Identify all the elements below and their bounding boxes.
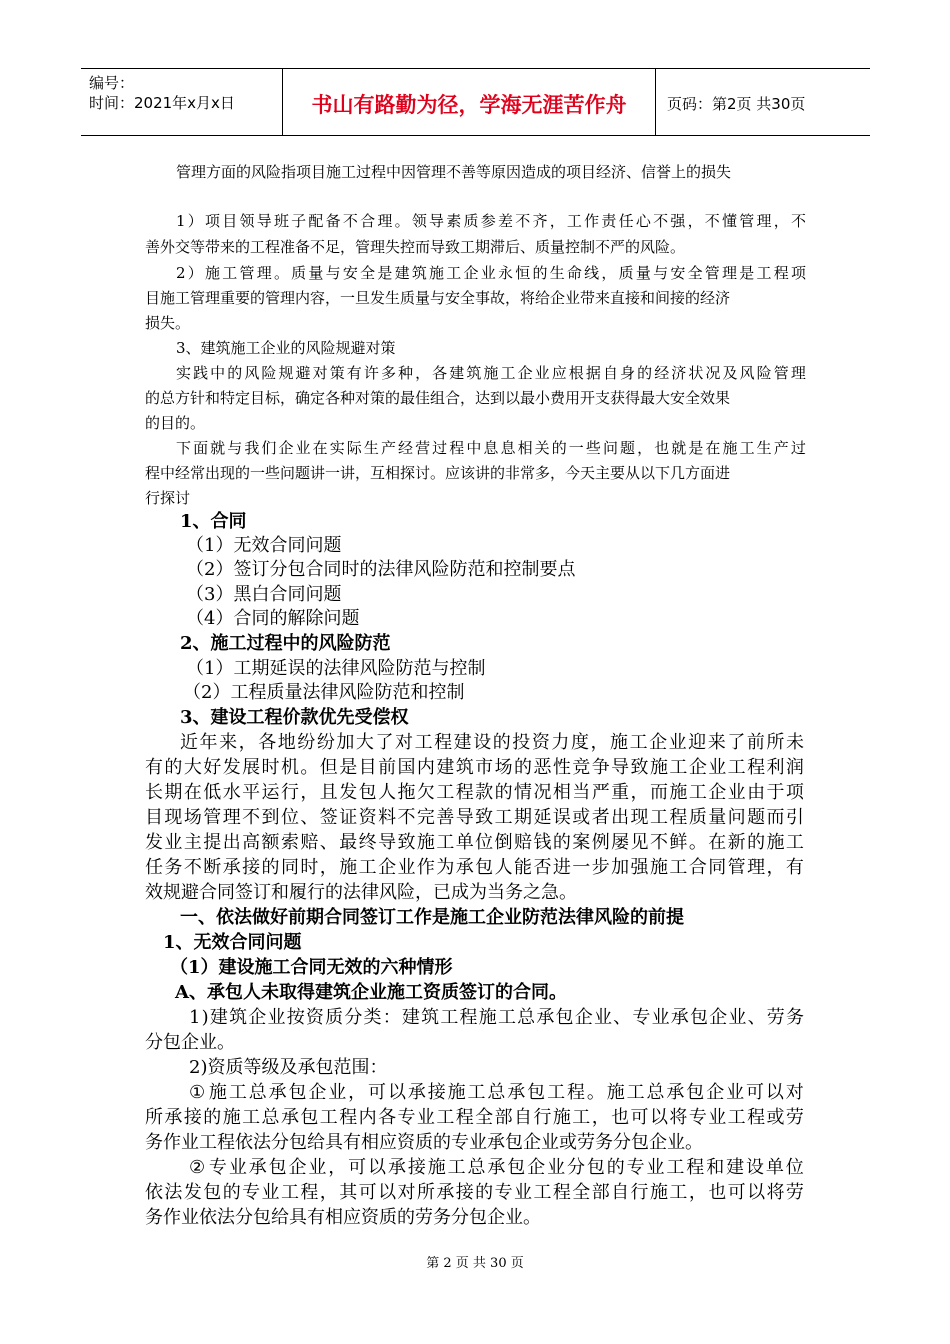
paragraph-line: 的总方针和特定目标，确定各种对策的最佳组合，达到以最小费用开支获得最大安全效果 [145, 389, 731, 407]
paragraph-line: 效规避合同签订和履行的法律风险，已成为当务之急。 [145, 882, 577, 903]
paragraph-line: 目 现 场 管 理 不 到 位 、 签 证 资 料 不 完 善 导 致 工 期 延 误 或 者 出 现 工 程 质 量 问 题 而 引 [145, 807, 804, 828]
paragraph-line: 所 承 接 的 施 工 总 承 包 工 程 内 各 专 业 工 程 全 部 自 行 施 工 ， 也 可 以 将 专 业 工 程 或 劳 [145, 1107, 804, 1128]
paragraph-line: 有 的 大 好 发 展 时 机 。 但 是 目 前 国 内 建 筑 市 场 的 恶 性 竞 争 导 致 施 工 企 业 工 程 利 润 [145, 757, 804, 778]
page-footer: 第 2 页 共 30 页 [426, 1256, 524, 1271]
list-heading: 3、建设工程价款优先受偿权 [180, 707, 409, 728]
paragraph-line: 务作业工程依法分包给具有相应资质的专业承包企业或劳务分包企业。 [145, 1132, 703, 1153]
subsection-heading: （1）建设施工合同无效的六种情形 [170, 957, 453, 978]
paragraph-line: 务作业依法分包给具有相应资质的劳务分包企业。 [145, 1207, 541, 1228]
paragraph-line: 程中经常出现的一些问题讲一讲，互相探讨。应该讲的非常多，今天主要从以下几方面进 [145, 464, 731, 482]
paragraph-line: 任 务 不 断 承 接 的 同 时 ， 施 工 企 业 作 为 承 包 人 能 否 进 一 步 加 强 施 工 合 同 管 理 ， 有 [145, 857, 804, 878]
header-motto: 书山有路勤为径，学海无涯苦作舟 [311, 93, 627, 117]
paragraph-line: 实 践 中 的 风 险 规 避 对 策 有 许 多 种 ， 各 建 筑 施 工 企 业 应 根 据 自 身 的 经 济 状 况 及 风 险 管 理 [176, 364, 806, 382]
paragraph-line: 1 ） 项 目 领 导 班 子 配 备 不 合 理 。 领 导 素 质 参 差 不 齐 ， 工 作 责 任 心 不 强 ， 不 懂 管 理 ， 不 [176, 212, 806, 230]
document-number-label: 编号： [89, 74, 135, 92]
header-left [89, 73, 235, 113]
list-heading: 2、施工过程中的风险防范 [180, 633, 391, 654]
paragraph-line: 2)资质等级及承包范围： [189, 1057, 388, 1078]
section-heading: 1、无效合同问题 [163, 932, 302, 953]
paragraph-line: 行探讨 [145, 489, 191, 507]
header-page-info: 页码：第2页 共30页 [667, 95, 806, 113]
document-date: 时间：2021年x月x日 [89, 94, 235, 112]
section-heading: 3、建筑施工企业的风险规避对策 [176, 339, 396, 357]
paragraph-line: 近 年 来 ， 各 地 纷 纷 加 大 了 对 工 程 建 设 的 投 资 力 度 ， 施 工 企 业 迎 来 了 前 所 未 [180, 732, 804, 753]
subsection-heading: A、承包人未取得建筑企业施工资质签订的合同。 [175, 982, 567, 1003]
paragraph-line: 善外交等带来的工程准备不足，管理失控而导致工期滞后、质量控制不严的风险。 [145, 238, 686, 256]
paragraph-line: 发 业 主 提 出 高 额 索 赔 、 最 终 导 致 施 工 单 位 倒 赔 钱 的 案 例 屡 见 不 鲜 。 在 新 的 施 工 [145, 832, 804, 853]
paragraph-line: 依 法 发 包 的 专 业 工 程 ， 其 可 以 对 所 承 接 的 专 业 工 程 全 部 自 行 施 工 ， 也 可 以 将 劳 [145, 1182, 804, 1203]
paragraph-line: 目施工管理重要的管理内容，一旦发生质量与安全事故，将给企业带来直接和间接的经济 [145, 289, 731, 307]
header-divider [655, 69, 656, 135]
paragraph-line: 2 ） 施 工 管 理 。 质 量 与 安 全 是 建 筑 施 工 企 业 永 恒 的 生 命 线 ， 质 量 与 安 全 管 理 是 工 程 项 [176, 264, 806, 282]
paragraph-line: 管理方面的风险指项目施工过程中因管理不善等原因造成的项目经济、信誉上的损失 [176, 163, 732, 181]
list-item: （2）签订分包合同时的法律风险防范和控制要点 [186, 559, 576, 580]
paragraph-line: 长 期 在 低 水 平 运 行 ， 且 发 包 人 拖 欠 工 程 款 的 情 况 相 当 严 重 ， 而 施 工 企 业 由 于 项 [145, 782, 804, 803]
paragraph-line: 分包企业。 [145, 1032, 235, 1053]
page-header [81, 68, 870, 136]
paragraph-line: 损失。 [145, 314, 191, 332]
paragraph-line: 下 面 就 与 我 们 企 业 在 实 际 生 产 经 营 过 程 中 息 息 相 关 的 一 些 问 题 ， 也 就 是 在 施 工 生 产 过 [176, 439, 806, 457]
list-item: （2）工程质量法律风险防范和控制 [183, 682, 465, 703]
list-item: （3）黑白合同问题 [186, 584, 342, 605]
paragraph-line: ① 施 工 总 承 包 企 业 ， 可 以 承 接 施 工 总 承 包 工 程 。 施 工 总 承 包 企 业 可 以 对 [189, 1082, 804, 1103]
list-heading: 1、合同 [180, 511, 247, 532]
paragraph-line: 的目的。 [145, 414, 206, 432]
chapter-heading: 一、依法做好前期合同签订工作是施工企业防范法律风险的前提 [180, 907, 684, 928]
paragraph-line: ② 专 业 承 包 企 业 ， 可 以 承 接 施 工 总 承 包 企 业 分 包 的 专 业 工 程 和 建 设 单 位 [189, 1157, 804, 1178]
paragraph-line: 1 ) 建 筑 企 业 按 资 质 分 类 ： 建 筑 工 程 施 工 总 承 包 企 业 、 专 业 承 包 企 业 、 劳 务 [189, 1007, 804, 1028]
list-item: （4）合同的解除问题 [186, 608, 360, 629]
list-item: （1）工期延误的法律风险防范与控制 [186, 658, 486, 679]
list-item: （1）无效合同问题 [186, 535, 342, 556]
